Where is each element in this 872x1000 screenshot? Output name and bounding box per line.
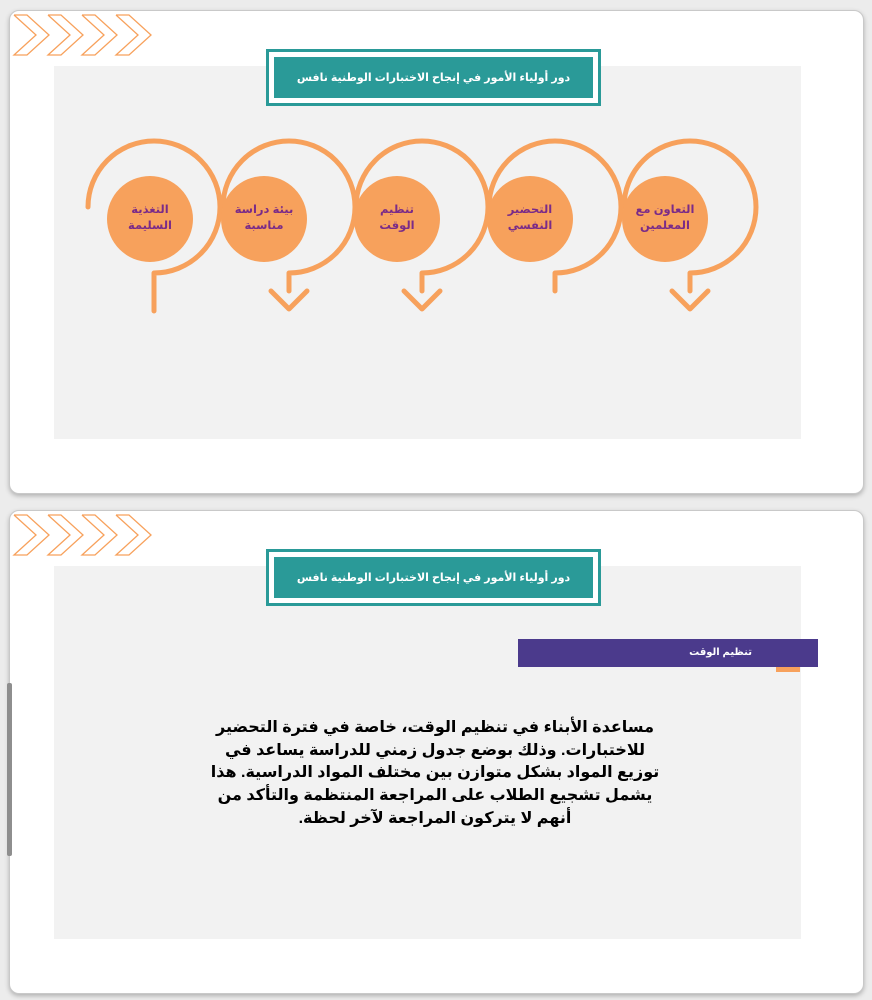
chevron-right-icon <box>48 515 83 555</box>
step-circle-2: التحضير النفسي <box>487 176 573 262</box>
down-arrow-icon <box>271 291 307 309</box>
chevron-right-icon <box>116 515 151 555</box>
down-arrow-icon <box>672 291 708 309</box>
section-heading: تنظيم الوقت <box>518 639 818 667</box>
slide-title: دور أولياء الأمور في إنجاح الاختبارات الوطنية نافس <box>274 557 593 598</box>
down-arrow-icon <box>404 291 440 309</box>
step-circle-3: تنظيم الوقت <box>354 176 440 262</box>
slide-1[interactable] <box>9 10 864 494</box>
slide-title: دور أولياء الأمور في إنجاح الاختبارات الوطنية نافس <box>274 57 593 98</box>
section-accent-bar <box>776 667 800 672</box>
step-circle-4: بيئة دراسة مناسبة <box>221 176 307 262</box>
step-circle-5: التغذية السليمة <box>107 176 193 262</box>
chevron-right-icon <box>14 515 49 555</box>
body-text: مساعدة الأبناء في تنظيم الوقت، خاصة في فترة التحضير للاختبارات. وذلك بوضع جدول زمني للدراسة يساعد في توزيع المواد بشكل متوازن بين مختلف المواد الدراسية. هذا يشمل تشجيع الطلاب على المراجعة المنتظمة والتأكد من أنهم لا يتركون المراجعة لآخر لحظة. <box>210 719 660 827</box>
chevron-decoration <box>10 511 160 559</box>
slide-2[interactable] <box>9 510 864 994</box>
chevron-right-icon <box>82 515 117 555</box>
step-circle-1: التعاون مع المعلمين <box>622 176 708 262</box>
slide-title-box <box>266 549 601 606</box>
scrollbar-thumb[interactable] <box>7 683 12 856</box>
